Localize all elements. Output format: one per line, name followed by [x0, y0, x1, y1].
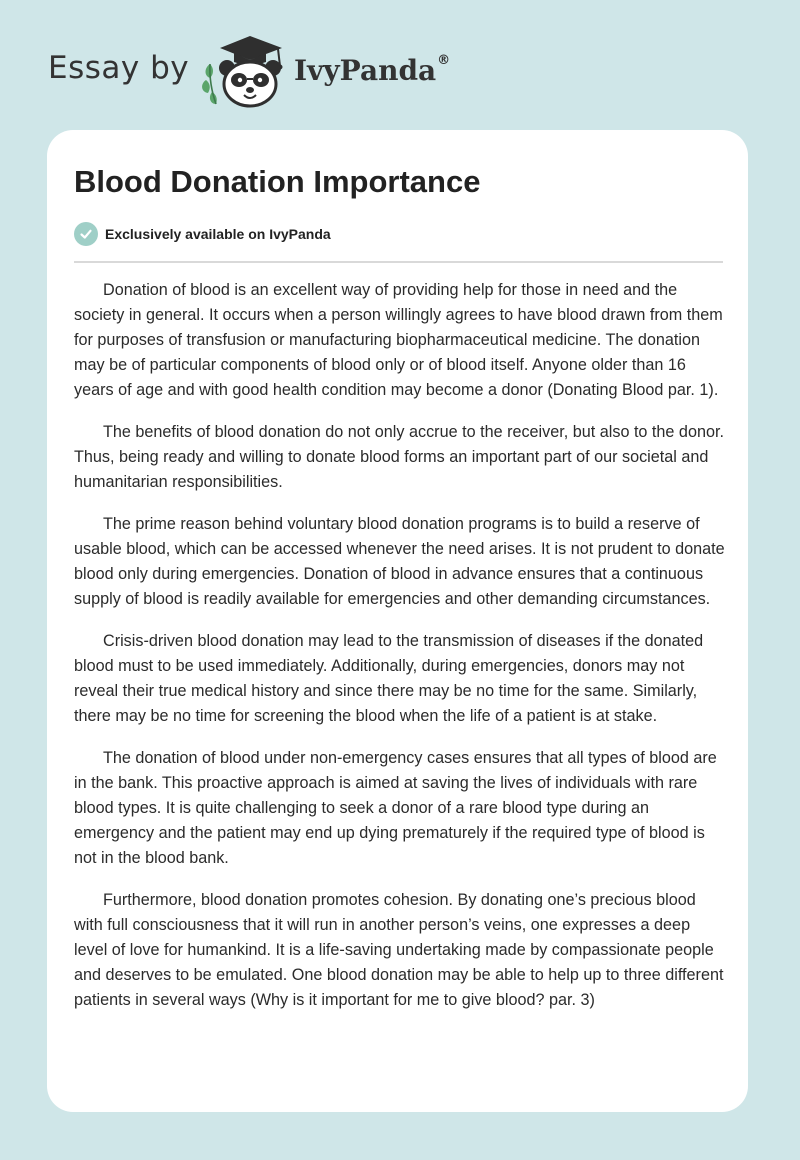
panda-logo-icon[interactable] [200, 34, 292, 110]
divider [74, 261, 723, 263]
paragraph: The donation of blood under non-emergency cases ensures that all types of blood are in the bank. This proactive approach is aimed at saving the lives of individuals with rare blood types. It is quite challenging to seek a donor of a rare blood type during an emergency and the patient may end up dying prematurely if the required type of blood is not in the blood bank. [74, 749, 717, 867]
checkmark-icon [74, 222, 98, 246]
page-title: Blood Donation Importance [74, 164, 481, 199]
essay-by-label: Essay by [48, 50, 190, 86]
paragraph: Crisis-driven blood donation may lead to the transmission of diseases if the donated blood must to be used immediately. Additionally, during emergencies, donors may not reveal their true medical history and since there may be no time for the same. Similarly, there may be no time for screening the blood when the life of a patient is at stake. [74, 632, 704, 725]
paragraph: The prime reason behind voluntary blood donation programs is to build a reserve of usable blood, which can be accessed whenever the need arises. It is not prudent to donate blood only during emergencies. Donation of blood in advance ensures that a continuous supply of blood is readily available for emergencies and other demanding circumstances. [74, 515, 725, 608]
essay-body [74, 278, 726, 1030]
registered-mark: ® [437, 52, 451, 68]
paragraph: The benefits of blood donation do not only accrue to the receiver, but also to the donor. Thus, being ready and willing to donate blood forms an important part of our societal and humanitarian responsibilities. [74, 423, 724, 491]
essay-card [47, 130, 748, 1112]
exclusive-badge [74, 222, 331, 246]
site-header [0, 0, 800, 120]
brand-name: IvyPanda [294, 54, 437, 87]
paragraph: Donation of blood is an excellent way of providing help for those in need and the society in general. It occurs when a person willingly agrees to have blood drawn from them for purposes of transfusion or manufacturing biopharmaceutical medicine. The donation may be of particular components of blood only or of blood itself. Anyone older than 16 years of age and with good health condition may become a donor (Donating Blood par. 1). [74, 281, 723, 399]
ivy-leaf-icon [202, 64, 217, 104]
ivypanda-brand[interactable] [294, 54, 450, 87]
paragraph: Furthermore, blood donation promotes cohesion. By donating one’s precious blood with full consciousness that it will run in another person’s veins, one expresses a deep level of love for humankind. It is a life-saving undertaking made by compassionate people and deserves to be emulated. One blood donation may be able to help up to three different patients in several ways (Why is it important for me to give blood? par. 3) [74, 891, 724, 1009]
exclusive-text: Exclusively available on IvyPanda [105, 226, 331, 242]
